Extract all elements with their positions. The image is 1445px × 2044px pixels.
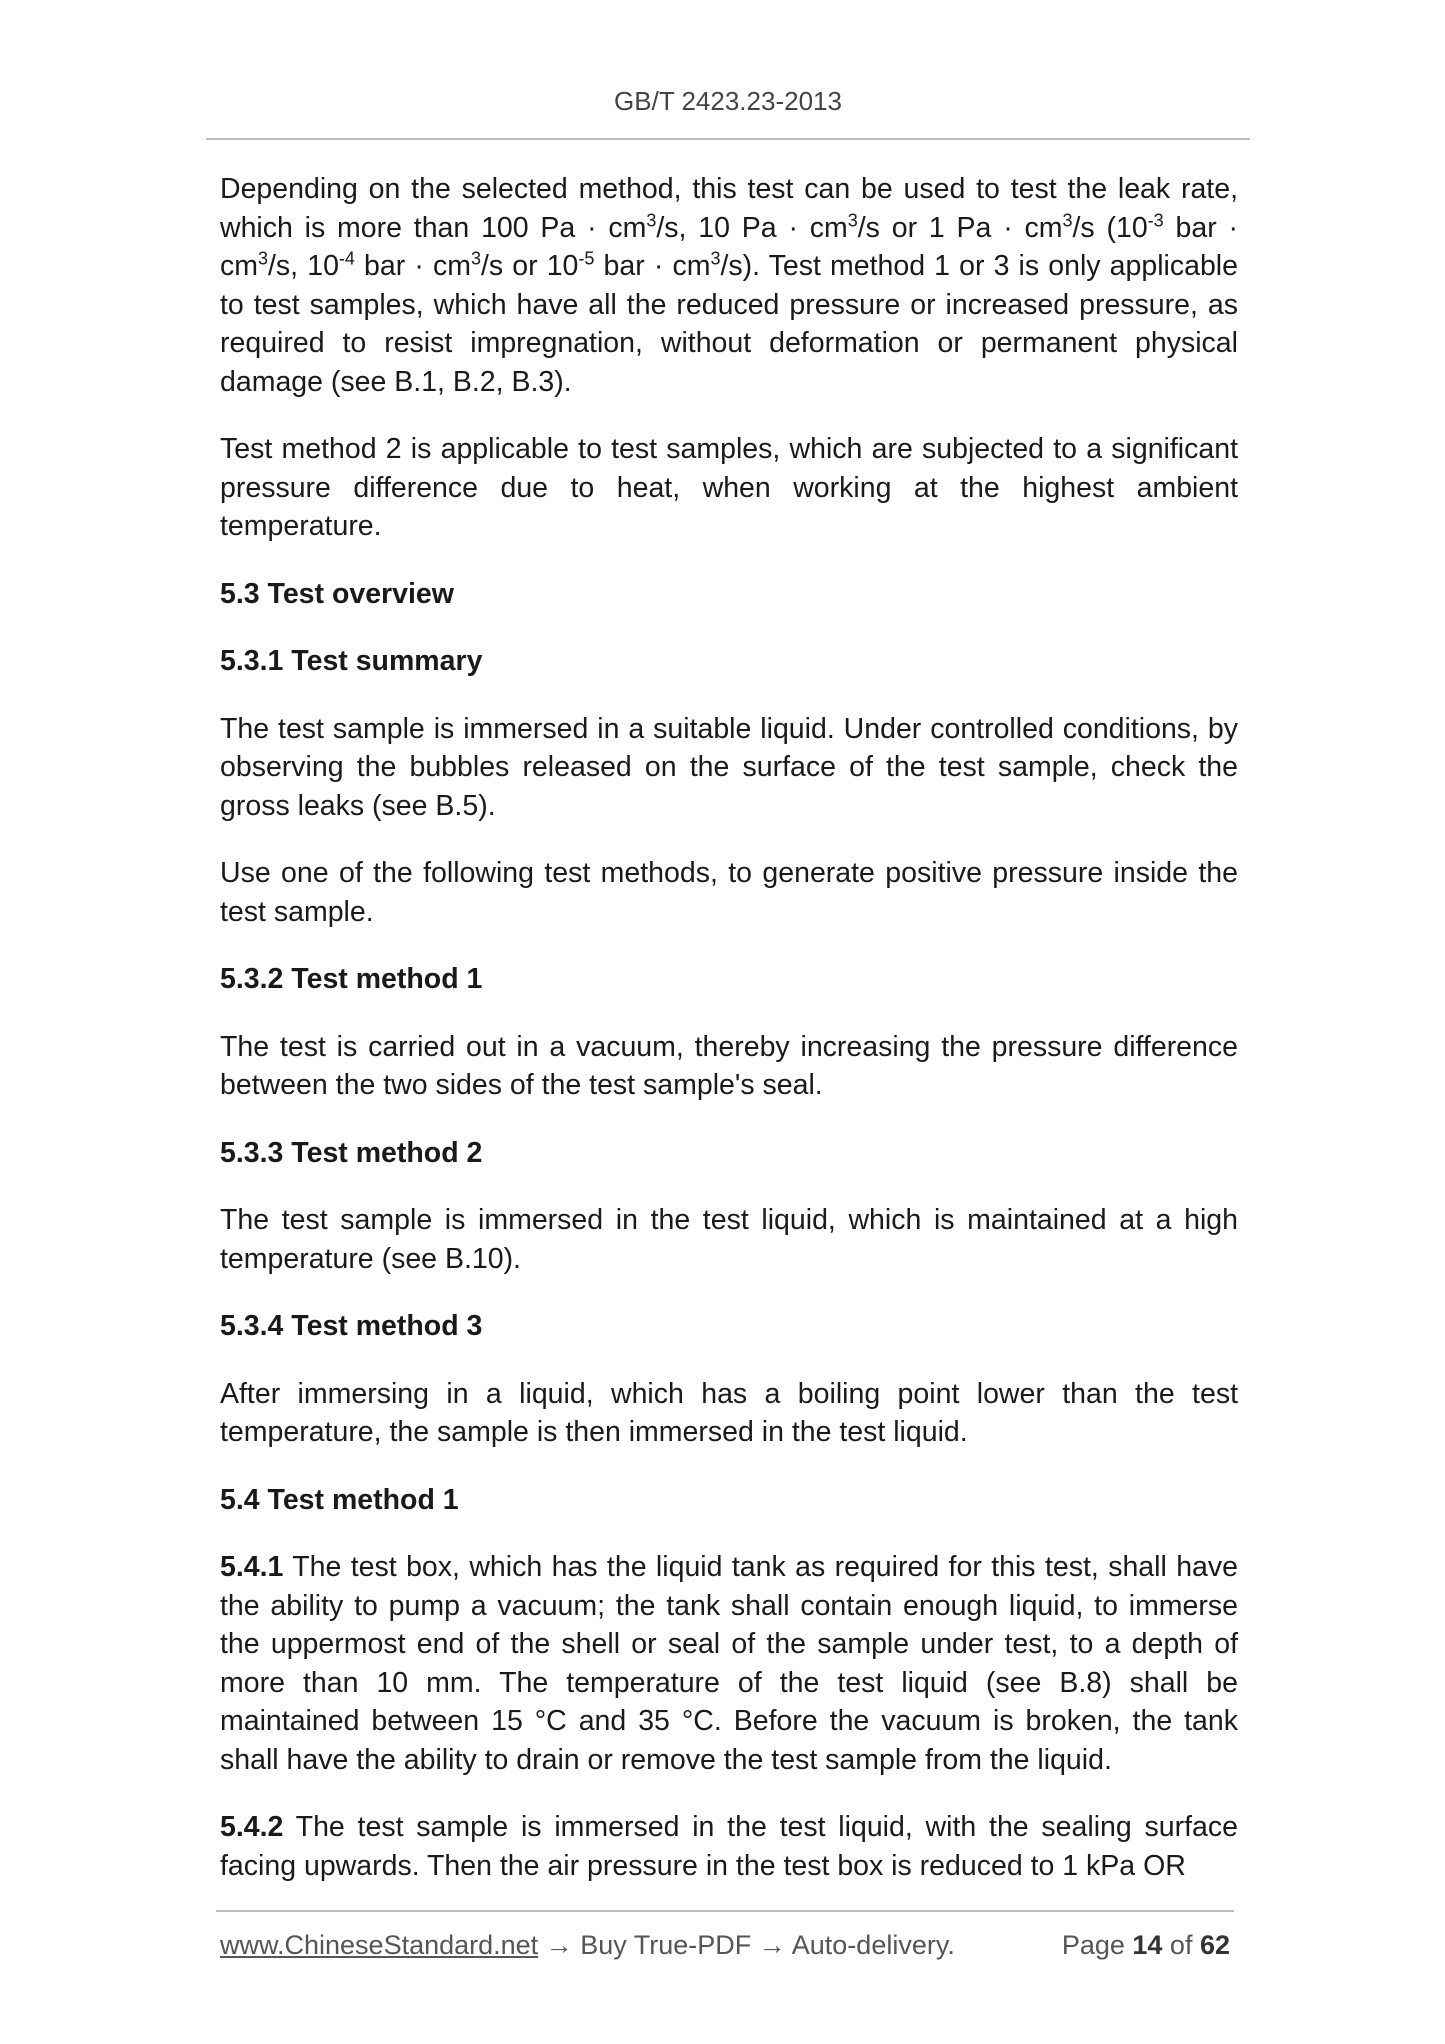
clause-text: The test sample is immersed in the test liquid, with the sealing surface facing upwards. Then the air pressure in the test box is reduced to 1 kPa OR — [220, 1811, 1238, 1882]
arrow-icon: → — [538, 1930, 581, 1960]
header-divider — [206, 138, 1250, 140]
paragraph-method2-applicability: Test method 2 is applicable to test samples, which are subjected to a significant pressure difference due to heat, when working at the highest ambient temperature. — [220, 433, 1238, 542]
superscript: 3 — [1062, 210, 1073, 230]
page-content — [220, 170, 1238, 1914]
text-run: Depending on the selected method, this test can be used to test the leak rate, which is more than 100 Pa · cm — [220, 173, 1238, 244]
paragraph-method1-summary: The test is carried out in a vacuum, thereby increasing the pressure difference between the two sides of the test sample's seal. — [220, 1030, 1238, 1101]
text-run: bar · cm — [594, 250, 711, 282]
paragraph-5-4-2 — [220, 1808, 1238, 1885]
superscript: 3 — [710, 248, 721, 269]
clause-number: 5.4.2 — [220, 1811, 284, 1843]
text-run: /s). Test method 1 or 3 is only applicable to test samples, which have all the reduced pressure or increased pressure, as required to resist impregnation, without deformation or permanent physical damage (see B.1, B.2, B.3). — [220, 250, 1238, 398]
paragraph-positive-pressure: Use one of the following test methods, to generate positive pressure inside the test sample. — [220, 857, 1238, 928]
text-run: bar · cm — [354, 250, 471, 282]
heading-5-3-4: 5.3.4 Test method 3 — [220, 1310, 483, 1342]
text-run: /s (10 — [1072, 211, 1148, 244]
text-run: bar · cm — [220, 211, 1238, 282]
clause-number: 5.4.1 — [220, 1551, 284, 1583]
website-link[interactable]: www.ChineseStandard.net — [220, 1930, 539, 1960]
arrow-icon: → — [751, 1930, 792, 1960]
paragraph-method2-summary: The test sample is immersed in the test liquid, which is maintained at a high temperature (see B.10). — [220, 1204, 1238, 1275]
superscript: -5 — [578, 248, 595, 269]
text-run: /s, 10 — [268, 250, 339, 282]
superscript: 3 — [847, 210, 858, 230]
footer-divider — [216, 1910, 1234, 1912]
heading-5-3-1: 5.3.1 Test summary — [220, 645, 483, 677]
footer-promo — [220, 1930, 955, 1961]
superscript: 3 — [258, 248, 269, 269]
paragraph-leak-rate — [220, 170, 1238, 401]
page-number: 14 — [1132, 1930, 1163, 1960]
page-label: Page — [1061, 1930, 1133, 1960]
standard-code: GB/T 2423.23-2013 — [614, 86, 842, 116]
superscript: -4 — [338, 248, 355, 269]
paragraph-5-4-1 — [220, 1548, 1238, 1779]
page-total: 62 — [1199, 1930, 1230, 1960]
superscript: 3 — [646, 210, 657, 230]
page-indicator — [1062, 1930, 1230, 1961]
buy-text: Buy True-PDF — [580, 1930, 752, 1960]
text-run: /s or 1 Pa · cm — [857, 211, 1063, 244]
heading-5-3: 5.3 Test overview — [220, 577, 454, 610]
text-run: /s or 10 — [480, 250, 579, 282]
heading-5-4: 5.4 Test method 1 — [220, 1483, 459, 1516]
page-footer — [220, 1930, 1230, 1970]
heading-5-3-3: 5.3.3 Test method 2 — [220, 1136, 483, 1169]
delivery-text: Auto-delivery. — [791, 1930, 955, 1960]
text-run: /s, 10 Pa · cm — [656, 211, 848, 244]
superscript: -3 — [1147, 210, 1164, 230]
superscript: 3 — [470, 248, 481, 269]
of-label: of — [1162, 1930, 1200, 1960]
clause-text: The test box, which has the liquid tank as required for this test, shall have the ability to pump a vacuum; the tank shall contain enough liquid, to immerse the uppermost end of the shell or seal of the sample under test, to a depth of more than 10 mm. The temperature of the test liquid (see B.8) shall be maintained between 15 °C and 35 °C. Before the vacuum is broken, the tank shall have the ability to drain or remove the test sample from the liquid. — [220, 1551, 1238, 1776]
heading-5-3-2: 5.3.2 Test method 1 — [220, 963, 483, 995]
paragraph-method3-summary: After immersing in a liquid, which has a boiling point lower than the test temperature, the sample is then immersed in the test liquid. — [220, 1377, 1238, 1448]
paragraph-test-summary: The test sample is immersed in a suitable liquid. Under controlled conditions, by observing the bubbles released on the surface of the test sample, check the gross leaks (see B.5). — [220, 712, 1238, 822]
document-header — [206, 86, 1250, 117]
